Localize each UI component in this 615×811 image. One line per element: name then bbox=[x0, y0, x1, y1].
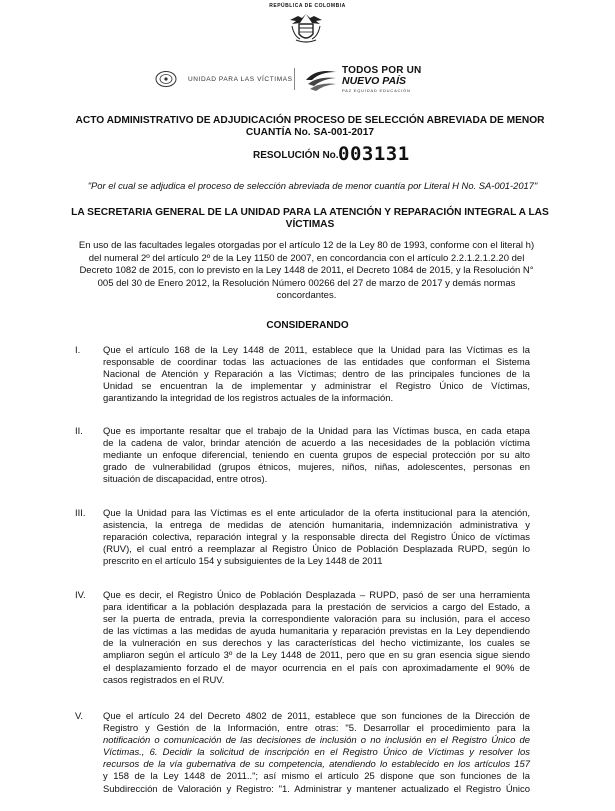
text-line: Que la Unidad para las Víctimas es el ente articulador de la oferta institucional para la atención, bbox=[103, 508, 530, 519]
resolution-number: 003131 bbox=[338, 143, 410, 165]
resolution-subject: "Por el cual se adjudica el proceso de selección abreviada de menor cuantía por Literal H No. SA-001-2017" bbox=[87, 180, 538, 191]
text-line: recursos de la vía gubernativa de su competencia, atendiendo lo establecido en los artículos 157 bbox=[103, 759, 530, 771]
issuing-authority bbox=[60, 207, 560, 231]
legal-line: 005 del 30 de Enero 2012, la Resolución Número 00266 del 27 de marzo de 2017 y demás normas bbox=[97, 277, 516, 289]
text-line: responsable de coordinar todas las actuaciones de las entidades que conforman el Sistema bbox=[103, 357, 530, 369]
item-text bbox=[103, 711, 530, 796]
text-line: prescrito en el artículo 154 y subsiguientes de la Ley 1448 de 2011 bbox=[103, 556, 383, 568]
item-numeral: II. bbox=[75, 426, 83, 437]
unidad-victimas-emblem-icon bbox=[154, 70, 178, 88]
text-line: de las víctimas a las medidas de ayuda humanitaria y reparación previstas en la Ley dependiendo bbox=[103, 626, 530, 638]
text-line: Que es importante resaltar que el trabajo de la Unidad para las Víctimas busca, en cada etapa bbox=[103, 426, 530, 437]
issuer-line-1: LA SECRETARIA GENERAL DE LA UNIDAD PARA LA ATENCIÓN Y REPARACIÓN INTEGRAL A LAS bbox=[71, 207, 549, 218]
legal-line: concordantes. bbox=[276, 290, 337, 301]
item-text bbox=[103, 508, 530, 568]
tpn-line2: NUEVO PAÍS bbox=[342, 75, 406, 87]
text-line: Que el artículo 168 de la Ley 1448 de 2011, establece que la Unidad para las Víctimas es la bbox=[103, 345, 530, 356]
item-numeral: IV. bbox=[75, 590, 86, 601]
text-line: Subdirección de Valoración y Registro: "1. Administrar y mantener actualizado el Registro Único bbox=[103, 783, 530, 795]
title-line-1: ACTO ADMINISTRATIVO DE ADJUDICACIÓN PROCESO DE SELECCIÓN ABREVIADA DE MENOR bbox=[75, 115, 545, 126]
nuevo-pais-swoosh-icon bbox=[302, 66, 342, 92]
logo-bar bbox=[0, 64, 615, 98]
legal-basis bbox=[64, 240, 549, 303]
text-line: de la vulneración en sus derechos y las características del hecho victimizante, los cuales se bbox=[103, 638, 530, 650]
text-line: de la cadena de valor, brindar atención de acuerdo a las necesidades de la población víctima bbox=[103, 438, 530, 450]
legal-line: En uso de las facultades legales otorgadas por el artículo 12 de la Ley 80 de 1993, conforme con el literal h) bbox=[78, 240, 535, 251]
republic-header: REPÚBLICA DE COLOMBIA bbox=[269, 3, 346, 9]
unidad-victimas-text: UNIDAD PARA LAS VÍCTIMAS bbox=[188, 76, 293, 83]
text-line: casos registrados en el RUV. bbox=[103, 674, 225, 686]
text-line: situación de discapacidad, entre otros). bbox=[103, 474, 268, 486]
text-line: (RUV), el cual entró a reemplazar al Registro Único de Población Desplazada RUPD, según lo bbox=[103, 544, 530, 556]
colombia-coat-of-arms-icon bbox=[280, 10, 332, 44]
text-line: Que el artículo 24 del Decreto 4802 de 2011, establece que son funciones de la Dirección de bbox=[103, 711, 530, 722]
tpn-line1: TODOS POR UN bbox=[342, 65, 422, 76]
legal-line: Decreto 1082 de 2015, con lo previsto en la Ley 1448 de 2011, el Decreto 1084 de 2015, y la Resolución N° bbox=[79, 265, 534, 276]
text-line: Víctimas., 6. Decidir la solicitud de inscripción en el Registro Único de Víctimas y resolver los bbox=[103, 747, 530, 759]
item-numeral: V. bbox=[75, 711, 84, 722]
todos-por-un-nuevo-pais-logo bbox=[302, 64, 422, 96]
considering-heading: CONSIDERANDO bbox=[266, 320, 349, 331]
text-line: asistencia, la entrega de medidas de atención humanitaria, indemnización administrativa y bbox=[103, 520, 530, 532]
text-line: Nacional de Atención y Reparación a las Víctimas; dentro de las principales funciones de la bbox=[103, 369, 530, 381]
text-line: ser la puerta de entrada, previa la correspondiente valoración para su inclusión, para el acceso bbox=[103, 614, 530, 626]
resolution-label: RESOLUCIÓN No. bbox=[253, 150, 339, 161]
item-text bbox=[103, 426, 530, 486]
text-line: grado de vulnerabilidad (grupos étnicos, mujeres, niños, niñas, adolescentes, personas en bbox=[103, 462, 530, 474]
text-line: para identificar a la población desplazada para la prestación de servicios a cargo del Estado, a bbox=[103, 602, 530, 614]
item-numeral: I. bbox=[75, 345, 81, 356]
text-line: Unidad se encuentran la de implementar y administrar el Registro Único de Víctimas, bbox=[103, 381, 530, 393]
issuer-line-2: VÍCTIMAS bbox=[285, 219, 335, 230]
item-text bbox=[103, 345, 530, 405]
title-line-2: CUANTÍA No. SA-001-2017 bbox=[245, 127, 375, 138]
item-numeral: III. bbox=[75, 508, 86, 519]
text-line: garantizando la integridad de los registros actuales de la información. bbox=[103, 393, 394, 405]
text-line: reparación colectiva, reparación integral y la responsable directa del Registro Único de víctimas bbox=[103, 532, 530, 544]
tpn-motto: PAZ EQUIDAD EDUCACIÓN bbox=[342, 88, 411, 93]
text-line: notificación o comunicación de las decisiones de inclusión o no inclusión en el Registro Único de bbox=[103, 735, 530, 747]
resolution-number-block bbox=[253, 143, 453, 169]
text-line: mediante un enfoque diferencial, teniendo en cuenta grupos de especial protección por su alto bbox=[103, 450, 530, 462]
text-line: ampliaron según el artículo 3º de la Ley 1448 de 2011, pero que en su gran esencia sigue siendo bbox=[103, 650, 530, 662]
text-line: Que es decir, el Registro Único de Población Desplazada – RUPD, pasó de ser una herramienta bbox=[103, 590, 530, 601]
unidad-victimas-logo bbox=[154, 70, 293, 90]
text-line: el desplazamiento forzado el de mayor ocurrencia en el país con aproximadamente el 90% de bbox=[103, 662, 530, 674]
text-line: y 158 de la Ley 1448 de 2011.."; así mismo el artículo 25 dispone que son funciones de la bbox=[103, 771, 530, 783]
legal-line: del numeral 2º del artículo 2º de la Ley 1150 de 2007, en concordancia con el artículo 2.2.1.2.1.2.20 del bbox=[88, 252, 525, 264]
logo-divider bbox=[294, 68, 295, 90]
document-title bbox=[60, 115, 560, 139]
text-line: Registro y Gestión de la Información, entre otras: "5. Desarrollar el procedimiento para la bbox=[103, 723, 530, 735]
item-text bbox=[103, 590, 530, 687]
